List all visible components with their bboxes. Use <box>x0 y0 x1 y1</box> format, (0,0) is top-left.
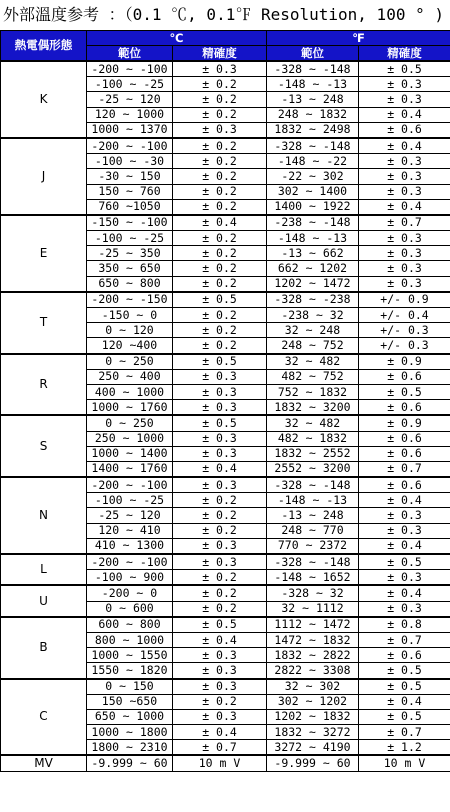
fahrenheit-accuracy: ± 0.4 <box>359 538 450 554</box>
fahrenheit-range: -328 ~ -148 <box>267 61 359 77</box>
fahrenheit-range: 302 ~ 1400 <box>267 184 359 199</box>
fahrenheit-range: -13 ~ 248 <box>267 92 359 107</box>
table-row <box>1 477 450 493</box>
celsius-accuracy: ± 0.2 <box>173 169 267 184</box>
table-row <box>1 138 450 154</box>
celsius-range: 760 ~1050 <box>87 199 173 215</box>
fahrenheit-range: -13 ~ 248 <box>267 508 359 523</box>
fahrenheit-accuracy: ± 0.8 <box>359 617 450 633</box>
celsius-range: 650 ~ 800 <box>87 276 173 292</box>
celsius-range: 120 ~400 <box>87 338 173 354</box>
celsius-accuracy: ± 0.2 <box>173 493 267 508</box>
celsius-accuracy: ± 0.2 <box>173 338 267 354</box>
fahrenheit-accuracy: ± 0.3 <box>359 276 450 292</box>
fahrenheit-accuracy: ± 0.5 <box>359 663 450 679</box>
celsius-accuracy: ± 0.3 <box>173 554 267 570</box>
fahrenheit-accuracy: ± 0.6 <box>359 648 450 663</box>
header-f-accuracy: 精確度 <box>359 46 450 62</box>
fahrenheit-accuracy: ± 0.4 <box>359 694 450 709</box>
celsius-range: 1000 ~ 1800 <box>87 725 173 740</box>
celsius-range: 350 ~ 650 <box>87 261 173 276</box>
fahrenheit-accuracy: ± 0.6 <box>359 122 450 138</box>
celsius-accuracy: ± 0.4 <box>173 632 267 647</box>
thermocouple-type: E <box>1 215 87 292</box>
celsius-range: 650 ~ 1000 <box>87 709 173 724</box>
fahrenheit-range: 1472 ~ 1832 <box>267 632 359 647</box>
celsius-range: 250 ~ 400 <box>87 369 173 384</box>
celsius-range: 600 ~ 800 <box>87 617 173 633</box>
celsius-accuracy: ± 0.5 <box>173 617 267 633</box>
celsius-range: 410 ~ 1300 <box>87 538 173 554</box>
celsius-accuracy: ± 0.3 <box>173 679 267 695</box>
fahrenheit-range: -328 ~ -238 <box>267 292 359 308</box>
fahrenheit-range: -148 ~ 1652 <box>267 570 359 586</box>
thermocouple-type: MV <box>1 755 87 771</box>
fahrenheit-accuracy: ± 0.3 <box>359 231 450 246</box>
thermocouple-type: T <box>1 292 87 354</box>
celsius-range: 0 ~ 600 <box>87 601 173 617</box>
celsius-accuracy: ± 0.2 <box>173 138 267 154</box>
celsius-range: -200 ~ -150 <box>87 292 173 308</box>
celsius-range: 1000 ~ 1760 <box>87 400 173 416</box>
celsius-range: -100 ~ -30 <box>87 154 173 169</box>
celsius-accuracy: ± 0.2 <box>173 570 267 586</box>
celsius-accuracy: ± 0.3 <box>173 61 267 77</box>
celsius-range: 150 ~ 760 <box>87 184 173 199</box>
fahrenheit-accuracy: ± 0.3 <box>359 246 450 261</box>
fahrenheit-range: 1112 ~ 1472 <box>267 617 359 633</box>
fahrenheit-accuracy: ± 0.3 <box>359 154 450 169</box>
fahrenheit-range: -148 ~ -13 <box>267 77 359 92</box>
celsius-accuracy: ± 0.3 <box>173 663 267 679</box>
celsius-range: 400 ~ 1000 <box>87 384 173 399</box>
fahrenheit-range: 302 ~ 1202 <box>267 694 359 709</box>
celsius-accuracy: ± 0.3 <box>173 709 267 724</box>
fahrenheit-range: 1832 ~ 2822 <box>267 648 359 663</box>
fahrenheit-range: 1202 ~ 1832 <box>267 709 359 724</box>
celsius-accuracy: ± 0.2 <box>173 154 267 169</box>
fahrenheit-accuracy: ± 0.3 <box>359 570 450 586</box>
page-title: 外部溫度参考 ：（0.1 ℃, 0.1℉ Resolution, 100 ° ) <box>3 5 444 24</box>
fahrenheit-range: -328 ~ -148 <box>267 138 359 154</box>
thermocouple-type: S <box>1 415 87 477</box>
celsius-accuracy: ± 0.2 <box>173 523 267 538</box>
celsius-accuracy: ± 0.3 <box>173 538 267 554</box>
table-row <box>1 679 450 695</box>
fahrenheit-range: -22 ~ 302 <box>267 169 359 184</box>
celsius-accuracy: ± 0.3 <box>173 400 267 416</box>
celsius-accuracy: ± 0.5 <box>173 415 267 431</box>
celsius-accuracy: ± 0.2 <box>173 184 267 199</box>
fahrenheit-range: 248 ~ 1832 <box>267 107 359 122</box>
celsius-range: -200 ~ -100 <box>87 554 173 570</box>
celsius-range: -30 ~ 150 <box>87 169 173 184</box>
celsius-range: -25 ~ 120 <box>87 92 173 107</box>
fahrenheit-range: 2552 ~ 3200 <box>267 461 359 477</box>
celsius-range: 1000 ~ 1400 <box>87 446 173 461</box>
fahrenheit-accuracy: ± 0.3 <box>359 77 450 92</box>
fahrenheit-accuracy: +/- 0.3 <box>359 338 450 354</box>
celsius-accuracy: 10 m V <box>173 755 267 771</box>
thermocouple-type: U <box>1 585 87 616</box>
header-f-range: 範位 <box>267 46 359 62</box>
fahrenheit-range: 752 ~ 1832 <box>267 384 359 399</box>
fahrenheit-range: 482 ~ 1832 <box>267 431 359 446</box>
thermocouple-type: L <box>1 554 87 585</box>
fahrenheit-range: 1832 ~ 3200 <box>267 400 359 416</box>
fahrenheit-accuracy: ± 0.9 <box>359 415 450 431</box>
celsius-range: 1800 ~ 2310 <box>87 740 173 756</box>
table-row <box>1 755 450 771</box>
fahrenheit-accuracy: ± 0.7 <box>359 461 450 477</box>
fahrenheit-accuracy: ± 0.6 <box>359 400 450 416</box>
celsius-range: 800 ~ 1000 <box>87 632 173 647</box>
celsius-accuracy: ± 0.2 <box>173 92 267 107</box>
celsius-range: -150 ~ 0 <box>87 308 173 323</box>
fahrenheit-range: 1832 ~ 2498 <box>267 122 359 138</box>
fahrenheit-range: 1202 ~ 1472 <box>267 276 359 292</box>
fahrenheit-range: 770 ~ 2372 <box>267 538 359 554</box>
fahrenheit-accuracy: ± 0.3 <box>359 601 450 617</box>
celsius-accuracy: ± 0.3 <box>173 446 267 461</box>
celsius-range: -9.999 ~ 60 <box>87 755 173 771</box>
fahrenheit-accuracy: ± 0.9 <box>359 354 450 370</box>
header-fahrenheit: ℉ <box>267 31 450 46</box>
fahrenheit-accuracy: ± 0.4 <box>359 107 450 122</box>
fahrenheit-accuracy: ± 0.6 <box>359 446 450 461</box>
celsius-range: -100 ~ -25 <box>87 231 173 246</box>
fahrenheit-range: 1832 ~ 3272 <box>267 725 359 740</box>
thermocouple-type: B <box>1 617 87 679</box>
fahrenheit-range: -9.999 ~ 60 <box>267 755 359 771</box>
thermocouple-type: J <box>1 138 87 215</box>
celsius-range: 0 ~ 120 <box>87 323 173 338</box>
fahrenheit-range: 32 ~ 1112 <box>267 601 359 617</box>
celsius-range: 120 ~ 1000 <box>87 107 173 122</box>
fahrenheit-accuracy: ± 0.4 <box>359 199 450 215</box>
fahrenheit-accuracy: ± 1.2 <box>359 740 450 756</box>
fahrenheit-accuracy: ± 0.3 <box>359 508 450 523</box>
fahrenheit-accuracy: ± 0.3 <box>359 184 450 199</box>
celsius-accuracy: ± 0.2 <box>173 231 267 246</box>
celsius-accuracy: ± 0.5 <box>173 354 267 370</box>
header-c-range: 範位 <box>87 46 173 62</box>
fahrenheit-accuracy: ± 0.3 <box>359 92 450 107</box>
celsius-accuracy: ± 0.2 <box>173 77 267 92</box>
fahrenheit-range: 1400 ~ 1922 <box>267 199 359 215</box>
celsius-range: -25 ~ 350 <box>87 246 173 261</box>
celsius-range: -200 ~ -100 <box>87 138 173 154</box>
fahrenheit-range: -328 ~ 32 <box>267 585 359 601</box>
thermocouple-type: K <box>1 61 87 138</box>
thermocouple-type: R <box>1 354 87 416</box>
fahrenheit-accuracy: +/- 0.3 <box>359 323 450 338</box>
celsius-range: -100 ~ -25 <box>87 77 173 92</box>
celsius-accuracy: ± 0.2 <box>173 601 267 617</box>
fahrenheit-range: 248 ~ 752 <box>267 338 359 354</box>
fahrenheit-range: -148 ~ -22 <box>267 154 359 169</box>
celsius-range: 1000 ~ 1370 <box>87 122 173 138</box>
fahrenheit-range: -238 ~ -148 <box>267 215 359 231</box>
celsius-accuracy: ± 0.4 <box>173 215 267 231</box>
fahrenheit-accuracy: ± 0.6 <box>359 369 450 384</box>
celsius-range: 0 ~ 250 <box>87 415 173 431</box>
fahrenheit-range: 662 ~ 1202 <box>267 261 359 276</box>
fahrenheit-accuracy: +/- 0.4 <box>359 308 450 323</box>
celsius-range: 1400 ~ 1760 <box>87 461 173 477</box>
table-row <box>1 554 450 570</box>
fahrenheit-accuracy: ± 0.5 <box>359 61 450 77</box>
celsius-accuracy: ± 0.2 <box>173 261 267 276</box>
celsius-accuracy: ± 0.2 <box>173 276 267 292</box>
celsius-range: -200 ~ 0 <box>87 585 173 601</box>
table-body <box>1 61 450 771</box>
fahrenheit-accuracy: +/- 0.9 <box>359 292 450 308</box>
fahrenheit-range: 482 ~ 752 <box>267 369 359 384</box>
fahrenheit-accuracy: ± 0.3 <box>359 261 450 276</box>
celsius-range: 150 ~650 <box>87 694 173 709</box>
table-row <box>1 61 450 77</box>
celsius-accuracy: ± 0.3 <box>173 369 267 384</box>
celsius-accuracy: ± 0.3 <box>173 384 267 399</box>
celsius-accuracy: ± 0.3 <box>173 431 267 446</box>
fahrenheit-range: 32 ~ 248 <box>267 323 359 338</box>
celsius-accuracy: ± 0.5 <box>173 292 267 308</box>
fahrenheit-accuracy: ± 0.5 <box>359 384 450 399</box>
celsius-accuracy: ± 0.2 <box>173 508 267 523</box>
table-row <box>1 354 450 370</box>
celsius-range: 1550 ~ 1820 <box>87 663 173 679</box>
celsius-accuracy: ± 0.2 <box>173 199 267 215</box>
thermocouple-type: N <box>1 477 87 554</box>
celsius-accuracy: ± 0.4 <box>173 725 267 740</box>
table-row <box>1 415 450 431</box>
celsius-range: -25 ~ 120 <box>87 508 173 523</box>
fahrenheit-accuracy: ± 0.6 <box>359 431 450 446</box>
celsius-accuracy: ± 0.7 <box>173 740 267 756</box>
celsius-range: -200 ~ -100 <box>87 477 173 493</box>
celsius-accuracy: ± 0.3 <box>173 648 267 663</box>
fahrenheit-range: 1832 ~ 2552 <box>267 446 359 461</box>
celsius-accuracy: ± 0.2 <box>173 585 267 601</box>
fahrenheit-accuracy: 10 m V <box>359 755 450 771</box>
celsius-range: -100 ~ -25 <box>87 493 173 508</box>
fahrenheit-range: 32 ~ 302 <box>267 679 359 695</box>
fahrenheit-accuracy: ± 0.5 <box>359 709 450 724</box>
fahrenheit-accuracy: ± 0.4 <box>359 138 450 154</box>
fahrenheit-accuracy: ± 0.3 <box>359 169 450 184</box>
fahrenheit-accuracy: ± 0.4 <box>359 493 450 508</box>
fahrenheit-range: 2822 ~ 3308 <box>267 663 359 679</box>
fahrenheit-accuracy: ± 0.7 <box>359 215 450 231</box>
fahrenheit-accuracy: ± 0.5 <box>359 679 450 695</box>
celsius-range: 0 ~ 150 <box>87 679 173 695</box>
fahrenheit-accuracy: ± 0.7 <box>359 632 450 647</box>
celsius-accuracy: ± 0.2 <box>173 694 267 709</box>
celsius-range: 250 ~ 1000 <box>87 431 173 446</box>
fahrenheit-accuracy: ± 0.4 <box>359 585 450 601</box>
celsius-range: -150 ~ -100 <box>87 215 173 231</box>
celsius-accuracy: ± 0.2 <box>173 323 267 338</box>
fahrenheit-accuracy: ± 0.5 <box>359 554 450 570</box>
fahrenheit-range: 32 ~ 482 <box>267 354 359 370</box>
fahrenheit-range: -238 ~ 32 <box>267 308 359 323</box>
celsius-range: -100 ~ 900 <box>87 570 173 586</box>
celsius-range: -200 ~ -100 <box>87 61 173 77</box>
celsius-accuracy: ± 0.2 <box>173 107 267 122</box>
celsius-range: 1000 ~ 1550 <box>87 648 173 663</box>
fahrenheit-range: -328 ~ -148 <box>267 554 359 570</box>
celsius-range: 0 ~ 250 <box>87 354 173 370</box>
fahrenheit-range: -328 ~ -148 <box>267 477 359 493</box>
table-row <box>1 215 450 231</box>
celsius-accuracy: ± 0.3 <box>173 477 267 493</box>
fahrenheit-range: 248 ~ 770 <box>267 523 359 538</box>
fahrenheit-accuracy: ± 0.6 <box>359 477 450 493</box>
celsius-accuracy: ± 0.4 <box>173 461 267 477</box>
header-tc-type: 熱電偶形態 <box>1 31 87 62</box>
fahrenheit-range: -13 ~ 662 <box>267 246 359 261</box>
fahrenheit-accuracy: ± 0.3 <box>359 523 450 538</box>
celsius-range: 120 ~ 410 <box>87 523 173 538</box>
celsius-accuracy: ± 0.2 <box>173 246 267 261</box>
table-row <box>1 585 450 601</box>
fahrenheit-range: 32 ~ 482 <box>267 415 359 431</box>
table-row <box>1 617 450 633</box>
header-c-accuracy: 精確度 <box>173 46 267 62</box>
thermocouple-type: C <box>1 679 87 756</box>
fahrenheit-accuracy: ± 0.7 <box>359 725 450 740</box>
header-celsius: ℃ <box>87 31 267 46</box>
celsius-accuracy: ± 0.3 <box>173 122 267 138</box>
accuracy-table <box>0 30 450 772</box>
celsius-accuracy: ± 0.2 <box>173 308 267 323</box>
fahrenheit-range: 3272 ~ 4190 <box>267 740 359 756</box>
fahrenheit-range: -148 ~ -13 <box>267 231 359 246</box>
table-row <box>1 292 450 308</box>
fahrenheit-range: -148 ~ -13 <box>267 493 359 508</box>
